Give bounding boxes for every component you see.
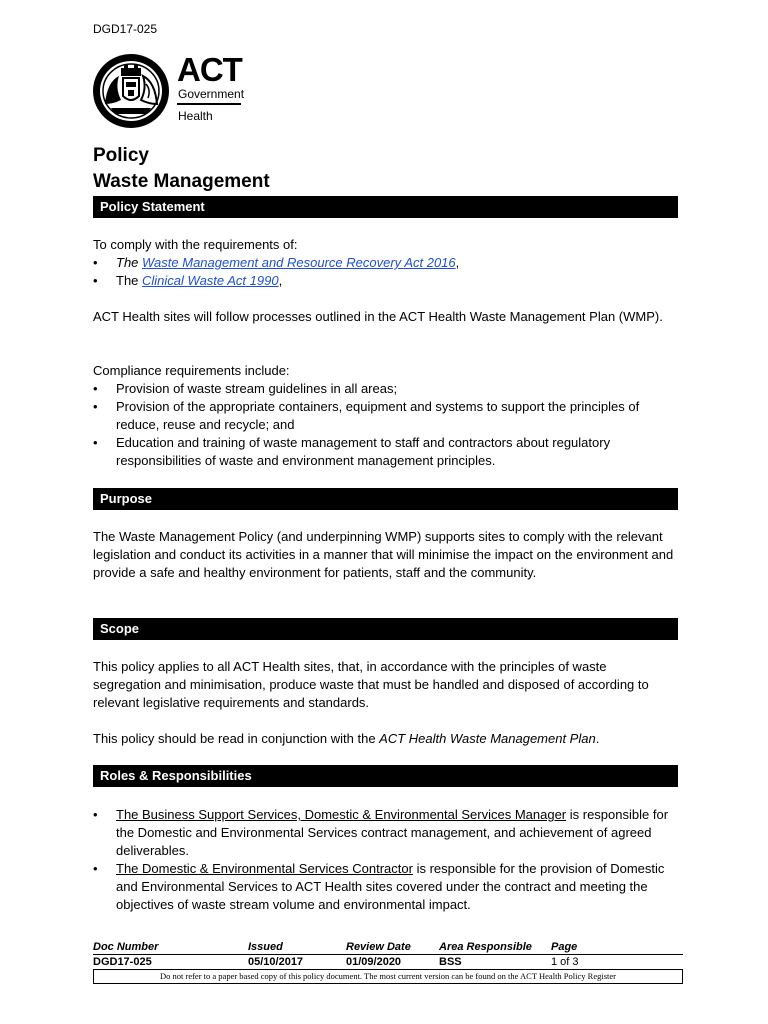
footer-page: 1 of 3 [551,956,579,968]
act-government-health-logo [91,52,251,130]
role-text: is responsible for the Domestic and Environmental Services contract management, and achievement of agreed deliverables. [116,807,669,858]
logo-government-text: Government [178,87,245,101]
list-item [93,254,678,272]
logo-health-text: Health [178,109,213,123]
section-heading-policy-statement: Policy Statement [93,196,678,218]
role-name: The Domestic & Environmental Services Contractor [116,861,413,876]
footer-issued: 05/10/2017 [248,956,304,968]
section-heading-scope: Scope [93,618,678,640]
policy-statement-body [93,236,678,290]
footer-label-page: Page [551,941,578,953]
page-title-subject: Waste Management [93,171,270,192]
footer-doc-number: DGD17-025 [93,956,152,968]
roles-list [93,806,678,914]
footer-values-row [93,955,683,969]
read-suffix: . [595,731,600,746]
wmp-document-name: ACT Health Waste Management Plan [379,731,596,746]
roles-body [93,806,678,914]
scope-read-with [93,730,678,748]
act-suffix: , [278,273,283,288]
footer-label-issued: Issued [248,941,283,953]
list-item: • Provision of the appropriate containers, equipment and systems to support the principles of reduce, reuse and recycle; and [93,398,678,434]
waste-management-act-link[interactable]: Waste Management and Resource Recovery Act 2016 [142,255,456,270]
logo-act-text: ACT [177,51,242,88]
coat-of-arms-icon [91,52,171,130]
read-prefix: This policy should be read in conjunction with the [93,731,380,746]
footer-labels-row [93,940,683,954]
role-text: is responsible for the provision of Domestic and Environmental Services to ACT Health sites covered under the contract and meeting the objectives of waste stream volume and environmental impact. [116,861,665,912]
act-prefix: The [116,273,143,288]
footer-disclaimer: Do not refer to a paper based copy of this policy document. The most current version can be found on the ACT Health Policy Register [93,969,683,984]
compliance-list [93,380,678,470]
acts-list [93,254,678,290]
footer-label-review-date: Review Date [346,941,411,953]
list-item: • Provision of waste stream guidelines in all areas; [93,380,678,398]
document-footer [93,940,683,984]
compliance-block [93,362,678,470]
list-item [93,272,678,290]
scope-text: This policy applies to all ACT Health sites, that, in accordance with the principles of waste segregation and minimisation, produce waste that must be handled and disposed of according to relevant legislative requirements and standards. [93,659,649,710]
footer-label-area: Area Responsible [439,941,532,953]
policy-intro: To comply with the requirements of: [93,237,298,252]
wmp-paragraph: ACT Health sites will follow processes outlined in the ACT Health Waste Management Plan (WMP). [93,309,663,324]
purpose-text: The Waste Management Policy (and underpinning WMP) supports sites to comply with the relevant legislation and conduct its activities in a manner that will minimise the impact on the environment and provide a safe and healthy environment for patients, staff and the community. [93,529,674,580]
footer-area: BSS [439,956,462,968]
compliance-intro: Compliance requirements include: [93,363,290,378]
list-item [93,806,678,860]
act-prefix: The [116,255,143,270]
page-title-policy: Policy [93,145,149,166]
footer-review-date: 01/09/2020 [346,956,402,968]
section-heading-roles: Roles & Responsibilities [93,765,678,787]
role-name: The Business Support Services, Domestic & Environmental Services Manager [116,807,567,822]
list-item [93,860,678,914]
footer-label-doc-number: Doc Number [93,941,159,953]
list-item: • Education and training of waste management to staff and contractors about regulatory responsibilities of waste and environment management principles. [93,434,678,470]
act-suffix: , [455,255,460,270]
clinical-waste-act-link[interactable]: Clinical Waste Act 1990 [142,273,279,288]
section-heading-purpose: Purpose [93,488,678,510]
logo-divider [177,103,241,105]
doc-code: DGD17-025 [93,22,158,36]
